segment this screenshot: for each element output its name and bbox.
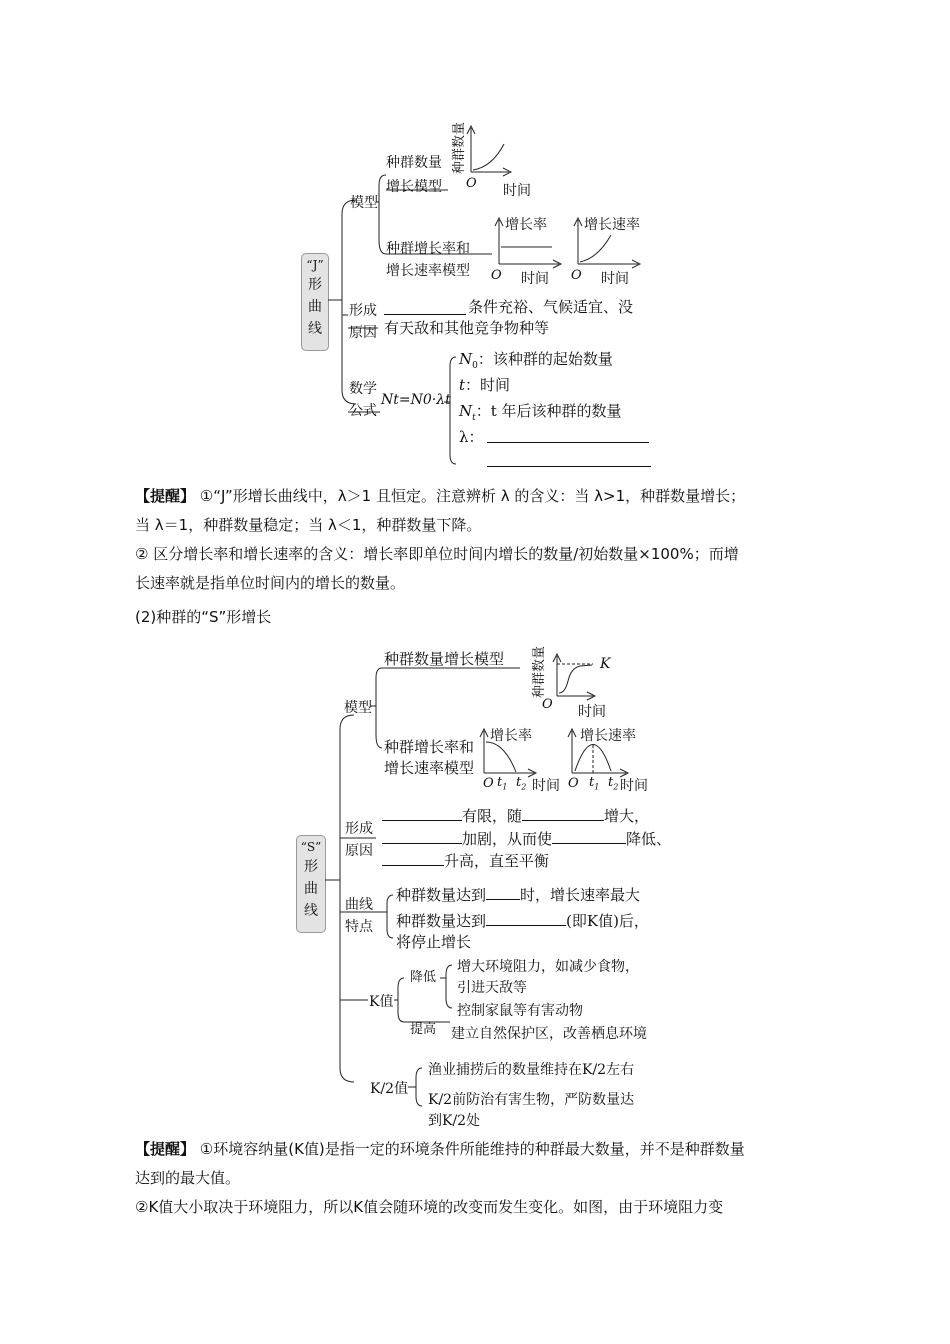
j-cause-label-1: 形成 — [349, 303, 377, 319]
j-nt-row: $N_t$：t 年后该种群的数量 — [459, 402, 622, 423]
j-model-branch1-line1: 种群数量 — [386, 155, 442, 171]
s-cause-line3: 升高，直至平衡 — [382, 850, 549, 871]
s-lower-item2: 控制家鼠等有害动物 — [457, 1003, 583, 1019]
s-cause-label-1: 形成 — [345, 821, 373, 837]
j-formula-label-1: 数学 — [349, 381, 377, 397]
s-cause-line1: 有限，随 增大， — [382, 805, 649, 826]
s-graph2-title: 增长率 — [490, 728, 532, 744]
s-graph3-t1: $t_1$ — [589, 775, 600, 792]
s-graph2-xlabel: 时间 — [532, 778, 560, 794]
j-n0-row: $N_0$：该种群的起始数量 — [459, 350, 613, 371]
s-graph3-t2: $t_2$ — [608, 775, 619, 792]
s-model-branch1: 种群数量增长模型 — [384, 650, 505, 668]
j-cause-label-2: 原因 — [349, 325, 377, 341]
j-graph3-title: 增长速率 — [584, 217, 640, 233]
j-graph2-origin: O — [491, 268, 502, 283]
s-model-branch2-line2: 增长速率模型 — [384, 759, 475, 777]
j-graph3-xlabel: 时间 — [601, 271, 629, 287]
s-root-box: “S” 形 曲 线 — [296, 835, 326, 933]
s-graph3-title: 增长速率 — [580, 728, 636, 744]
s-k2-item2-line2: 到K/2处 — [428, 1113, 481, 1129]
j-model-branch1-line2: 增长模型 — [386, 179, 442, 195]
reminder-1-line4: 长速率就是指单位时间内的增长的数量。 — [135, 574, 406, 592]
s-graph2-t2: $t_2$ — [516, 775, 527, 792]
s-model-branch2-line1: 种群增长率和 — [384, 738, 475, 756]
j-cause-text1: 条件充裕、气候适宜、没 — [468, 298, 634, 316]
j-graph3-origin: O — [571, 268, 582, 283]
j-model-branch2-line1: 种群增长率和 — [386, 241, 470, 257]
s-cause-line2: 加剧，从而使 降低、 — [382, 828, 671, 849]
j-model-label: 模型 — [350, 195, 378, 211]
j-root-box: “J” 形 曲 线 — [301, 253, 329, 351]
s-graph1-origin: O — [542, 697, 553, 712]
s-lower-label: 降低 — [410, 970, 437, 985]
j-model-branch2-line2: 增长速率模型 — [386, 263, 470, 279]
s-model-label: 模型 — [344, 700, 372, 716]
reminder-1-line2: 当 λ＝1，种群数量稳定；当 λ＜1，种群数量下降。 — [135, 516, 482, 534]
s-graph1-xlabel: 时间 — [578, 704, 606, 720]
s-feature-line3: 将停止增长 — [396, 933, 472, 951]
s-graph3-origin: O — [568, 776, 579, 791]
s-raise-item: 建立自然保护区，改善栖息环境 — [451, 1026, 647, 1042]
s-lower-item1-line2: 引进天敌等 — [457, 980, 527, 996]
j-lambda-row: λ： — [459, 428, 484, 446]
reminder-2-line3: ②K值大小取决于环境阻力，所以K值会随环境的改变而发生变化。如图，由于环境阻力变 — [135, 1198, 724, 1216]
j-formula-label-2: 公式 — [349, 403, 377, 419]
j-graph2-title: 增长率 — [505, 217, 547, 233]
s-lower-item1-line1: 增大环境阻力，如减少食物， — [457, 959, 639, 975]
s-k2-item1: 渔业捕捞后的数量维持在K/2左右 — [428, 1062, 635, 1078]
reminder-2-line2: 达到的最大值。 — [135, 1169, 241, 1187]
j-graph1-xlabel: 时间 — [503, 183, 531, 199]
reminder-1-line3: ② 区分增长率和增长速率的含义：增长率即单位时间内增长的数量/初始数量×100%；而增 — [135, 545, 739, 563]
s-graph1-ylabel: 种群数量 — [532, 645, 547, 698]
s-graph2-t1: $t_1$ — [497, 775, 508, 792]
j-graph2-xlabel: 时间 — [521, 271, 549, 287]
s-graph3-xlabel: 时间 — [620, 778, 648, 794]
s-cause-label-2: 原因 — [345, 843, 373, 859]
j-cause-text2: 有天敌和其他竞争物种等 — [384, 319, 550, 337]
s-kvalue-label: K值 — [369, 994, 394, 1010]
j-t-row: t：时间 — [459, 376, 511, 394]
s-k2-item2-line1: K/2前防治有害生物，严防数量达 — [428, 1092, 635, 1108]
section-2-title: (2)种群的“S”形增长 — [135, 608, 272, 626]
s-graph1-k: K — [600, 656, 611, 672]
s-raise-label: 提高 — [410, 1022, 437, 1037]
s-feature-label-1: 曲线 — [345, 897, 373, 913]
s-graph2-origin: O — [483, 776, 494, 791]
reminder-2 — [135, 1135, 815, 1222]
s-feature-line2: 种群数量达到 (即K值)后， — [396, 912, 649, 930]
j-graph1-ylabel: 种群数量 — [452, 121, 467, 174]
reminder-2-line1: 【提醒】 ①环境容纳量(K值)是指一定的环境条件所能维持的种群最大数量，并不是种群数量 — [135, 1140, 745, 1158]
reminder-1-line1: 【提醒】 ①“J”形增长曲线中，λ＞1 且恒定。注意辨析 λ 的含义：当 λ>1，种群数量增长； — [135, 487, 746, 505]
j-formula: Nt=N0·λt — [381, 392, 451, 408]
s-feature-label-2: 特点 — [345, 919, 373, 935]
s-k2-label: K/2值 — [370, 1081, 409, 1097]
j-graph1-origin: O — [466, 176, 477, 191]
s-feature-line1: 种群数量达到 时，增长速率最大 — [396, 886, 641, 904]
